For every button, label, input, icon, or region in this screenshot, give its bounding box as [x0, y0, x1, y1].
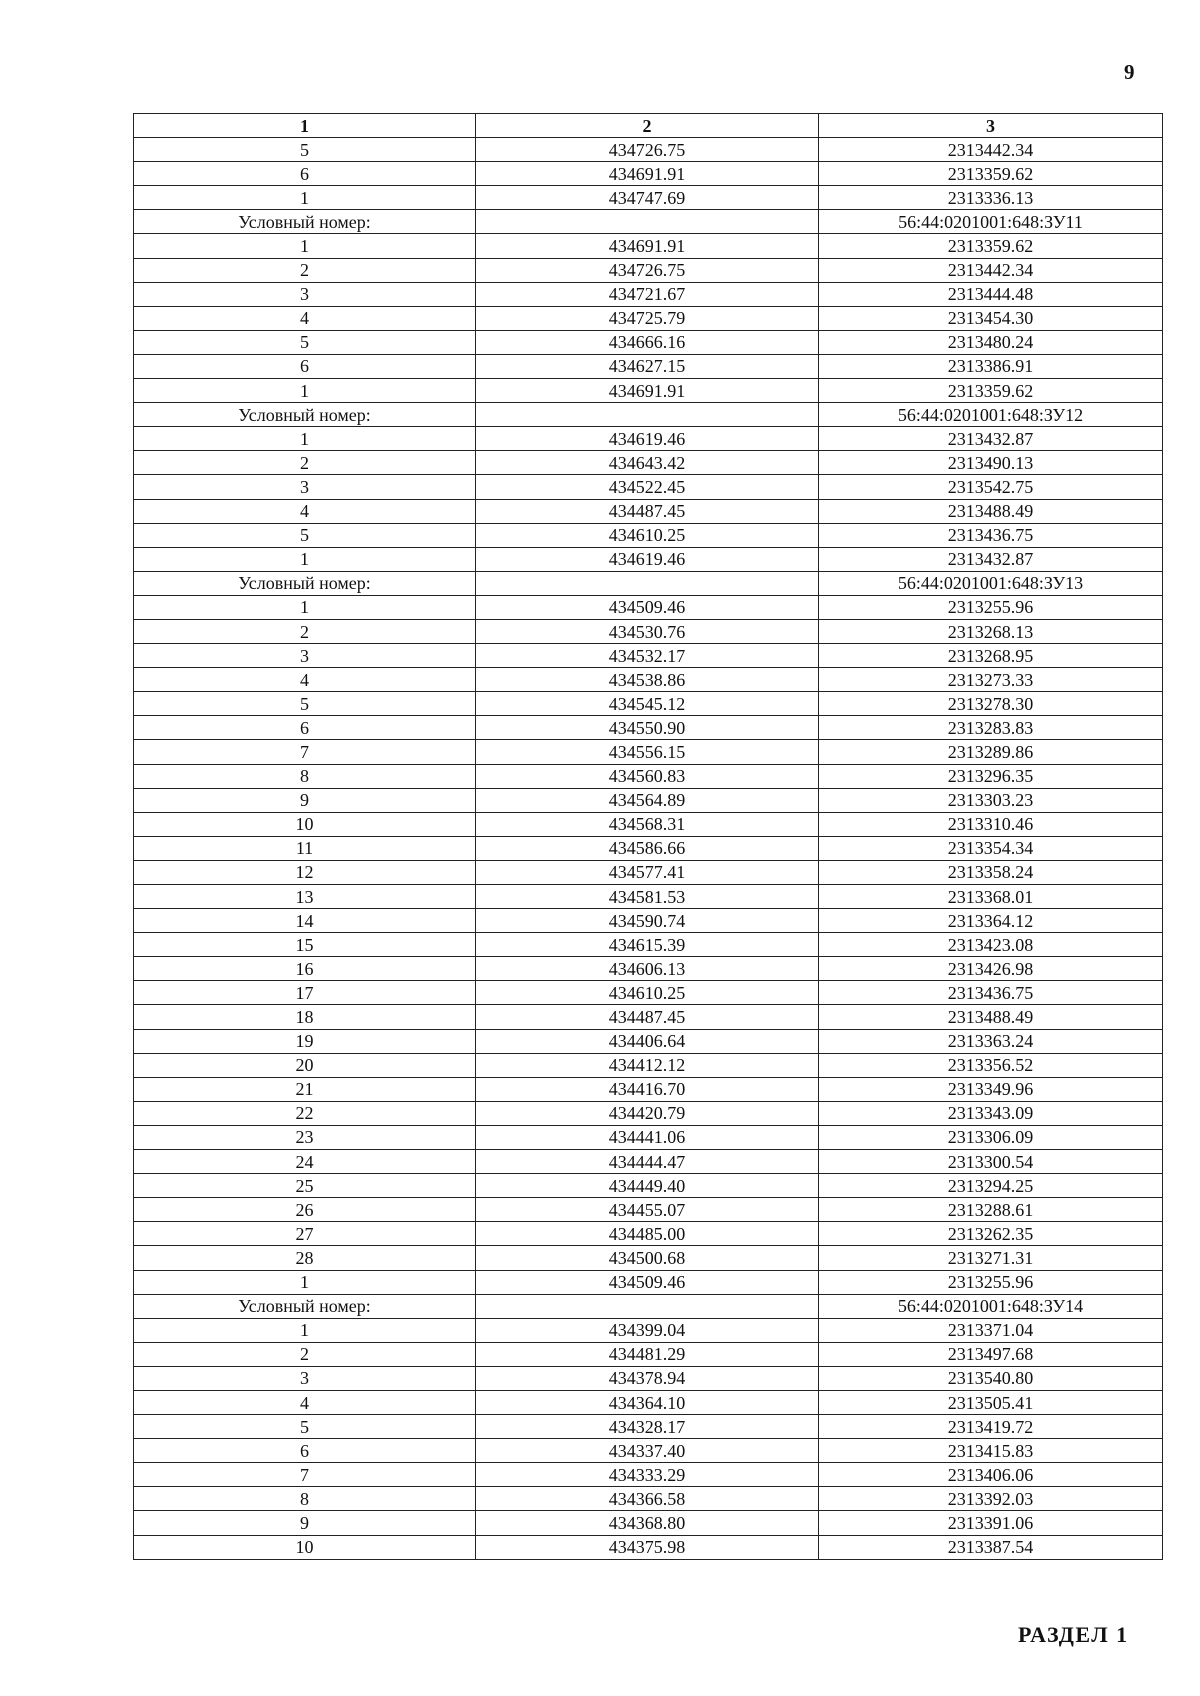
table-cell: 28 [134, 1246, 476, 1270]
table-body [134, 138, 1163, 1560]
table-cell: 434610.25 [476, 981, 819, 1005]
table-cell: 2313488.49 [819, 1005, 1163, 1029]
table-row [134, 186, 1163, 210]
table-cell: 10 [134, 812, 476, 836]
table-cell: 20 [134, 1053, 476, 1077]
table-row [134, 138, 1163, 162]
table-cell: 4 [134, 499, 476, 523]
table-cell: 2313363.24 [819, 1029, 1163, 1053]
table-row [134, 1439, 1163, 1463]
table-cell: 434619.46 [476, 547, 819, 571]
table-row [134, 1511, 1163, 1535]
table-cell: 434721.67 [476, 282, 819, 306]
table-row [134, 1415, 1163, 1439]
table-cell: 2313426.98 [819, 957, 1163, 981]
table-cell: 2313423.08 [819, 933, 1163, 957]
table-cell: 2313289.86 [819, 740, 1163, 764]
table-cell: 434590.74 [476, 909, 819, 933]
table-cell: 56:44:0201001:648:ЗУ12 [819, 403, 1163, 427]
table-cell: 434441.06 [476, 1125, 819, 1149]
table-cell: 15 [134, 933, 476, 957]
table-cell: 2313358.24 [819, 860, 1163, 884]
table-row [134, 595, 1163, 619]
table-cell: 2 [134, 451, 476, 475]
table-cell: 434509.46 [476, 1270, 819, 1294]
table-cell: 6 [134, 162, 476, 186]
table-cell: 434586.66 [476, 836, 819, 860]
table-cell: 13 [134, 885, 476, 909]
table-cell: 4 [134, 668, 476, 692]
table-cell: 1 [134, 1318, 476, 1342]
table-cell: 2313368.01 [819, 885, 1163, 909]
table-cell: 2313268.13 [819, 619, 1163, 643]
table-cell: 2313349.96 [819, 1077, 1163, 1101]
table-row [134, 354, 1163, 378]
table-row [134, 1318, 1163, 1342]
table-cell: 2313386.91 [819, 354, 1163, 378]
table-cell: 8 [134, 1487, 476, 1511]
table-cell: 434406.64 [476, 1029, 819, 1053]
table-cell: 434666.16 [476, 330, 819, 354]
table-cell: 434444.47 [476, 1150, 819, 1174]
table-row [134, 306, 1163, 330]
table-cell [476, 210, 819, 234]
page-number: 9 [1124, 60, 1135, 84]
table-cell: 2313436.75 [819, 523, 1163, 547]
table-cell: 56:44:0201001:648:ЗУ11 [819, 210, 1163, 234]
table-cell: 434581.53 [476, 885, 819, 909]
table-row [134, 1294, 1163, 1318]
table-cell: 2313359.62 [819, 234, 1163, 258]
table-row [134, 812, 1163, 836]
table-cell [476, 571, 819, 595]
table-cell: 1 [134, 595, 476, 619]
table-cell: 19 [134, 1029, 476, 1053]
table-cell: 2313542.75 [819, 475, 1163, 499]
table-cell: 9 [134, 788, 476, 812]
table-row [134, 1487, 1163, 1511]
table-cell: 2313415.83 [819, 1439, 1163, 1463]
table-cell: 2 [134, 619, 476, 643]
table-cell: 10 [134, 1535, 476, 1559]
table-row [134, 1053, 1163, 1077]
table-cell: 7 [134, 740, 476, 764]
table-row [134, 716, 1163, 740]
table-cell: 8 [134, 764, 476, 788]
table-cell: 434560.83 [476, 764, 819, 788]
table-cell: 434643.42 [476, 451, 819, 475]
table-row [134, 1101, 1163, 1125]
table-cell: 2313262.35 [819, 1222, 1163, 1246]
table-cell: 14 [134, 909, 476, 933]
table-cell: 2313294.25 [819, 1174, 1163, 1198]
table-row [134, 1270, 1163, 1294]
table-cell: 434691.91 [476, 379, 819, 403]
table-row [134, 1005, 1163, 1029]
table-row [134, 644, 1163, 668]
table-cell: 434509.46 [476, 595, 819, 619]
table-cell: 5 [134, 523, 476, 547]
table-cell: 2313490.13 [819, 451, 1163, 475]
table-cell: 3 [134, 644, 476, 668]
table-cell: 434568.31 [476, 812, 819, 836]
section-title: РАЗДЕЛ 1 [1018, 1622, 1129, 1647]
table-row [134, 1174, 1163, 1198]
table-cell: 2313306.09 [819, 1125, 1163, 1149]
table-cell: 434522.45 [476, 475, 819, 499]
table-cell: 434615.39 [476, 933, 819, 957]
table-cell: 2313419.72 [819, 1415, 1163, 1439]
table-cell: 9 [134, 1511, 476, 1535]
table-cell: 18 [134, 1005, 476, 1029]
table-cell: 2313442.34 [819, 258, 1163, 282]
table-cell: 2313278.30 [819, 692, 1163, 716]
table-cell: 2313255.96 [819, 1270, 1163, 1294]
table-cell: 434532.17 [476, 644, 819, 668]
table-row [134, 403, 1163, 427]
table-cell: 27 [134, 1222, 476, 1246]
table-cell: 2313283.83 [819, 716, 1163, 740]
table-row [134, 692, 1163, 716]
table-cell: 2 [134, 1342, 476, 1366]
table-cell: 434550.90 [476, 716, 819, 740]
table-cell: 56:44:0201001:648:ЗУ14 [819, 1294, 1163, 1318]
table-row [134, 547, 1163, 571]
table-row [134, 933, 1163, 957]
table-cell: 56:44:0201001:648:ЗУ13 [819, 571, 1163, 595]
table-row [134, 1125, 1163, 1149]
table-cell: 434420.79 [476, 1101, 819, 1125]
table-row [134, 860, 1163, 884]
table-cell: 2313444.48 [819, 282, 1163, 306]
table-row [134, 427, 1163, 451]
table-cell: 16 [134, 957, 476, 981]
table-row [134, 1150, 1163, 1174]
table-cell: 434364.10 [476, 1390, 819, 1414]
table-cell: 5 [134, 692, 476, 716]
table-cell: 2313359.62 [819, 379, 1163, 403]
table-cell: 3 [134, 1366, 476, 1390]
table-cell: 6 [134, 354, 476, 378]
table-cell [476, 1294, 819, 1318]
table-cell: 2313436.75 [819, 981, 1163, 1005]
table-row [134, 258, 1163, 282]
table-cell: 2313540.80 [819, 1366, 1163, 1390]
table-cell: 4 [134, 1390, 476, 1414]
table-row [134, 330, 1163, 354]
table-cell: 1 [134, 186, 476, 210]
table-cell: 434691.91 [476, 234, 819, 258]
table-cell: 434545.12 [476, 692, 819, 716]
table-cell: 434691.91 [476, 162, 819, 186]
table-cell: 2313387.54 [819, 1535, 1163, 1559]
table-cell: 434485.00 [476, 1222, 819, 1246]
table-cell: 23 [134, 1125, 476, 1149]
table-cell: 434538.86 [476, 668, 819, 692]
header-cell-1: 1 [134, 114, 476, 138]
table-row [134, 619, 1163, 643]
table-row [134, 1366, 1163, 1390]
table-cell: 434564.89 [476, 788, 819, 812]
table-row [134, 475, 1163, 499]
table-cell: 434328.17 [476, 1415, 819, 1439]
table-cell: 2313454.30 [819, 306, 1163, 330]
table-cell: 2313273.33 [819, 668, 1163, 692]
table-row [134, 1077, 1163, 1101]
table-cell: 434337.40 [476, 1439, 819, 1463]
table-cell: 21 [134, 1077, 476, 1101]
table-cell: 1 [134, 1270, 476, 1294]
table-cell: 2313288.61 [819, 1198, 1163, 1222]
table-cell: 26 [134, 1198, 476, 1222]
table-row [134, 1390, 1163, 1414]
table-row [134, 234, 1163, 258]
table-row [134, 1198, 1163, 1222]
table-row [134, 981, 1163, 1005]
table-row [134, 788, 1163, 812]
table-row [134, 668, 1163, 692]
table-cell: 434726.75 [476, 258, 819, 282]
table-row [134, 740, 1163, 764]
table-cell: 2313336.13 [819, 186, 1163, 210]
table-cell [476, 403, 819, 427]
table-cell: 434481.29 [476, 1342, 819, 1366]
table-cell: 434455.07 [476, 1198, 819, 1222]
table-cell: 3 [134, 282, 476, 306]
table-cell: 2313371.04 [819, 1318, 1163, 1342]
table-cell: 4 [134, 306, 476, 330]
table-row [134, 1535, 1163, 1559]
coordinates-table [133, 113, 1163, 1560]
table-cell: 434610.25 [476, 523, 819, 547]
table-row [134, 1463, 1163, 1487]
table-cell: 2313300.54 [819, 1150, 1163, 1174]
table-cell: 1 [134, 427, 476, 451]
table-row [134, 282, 1163, 306]
table-cell: 1 [134, 234, 476, 258]
table-row [134, 523, 1163, 547]
table-cell: 2313480.24 [819, 330, 1163, 354]
table-cell: 17 [134, 981, 476, 1005]
table-cell: 2313432.87 [819, 427, 1163, 451]
table-cell: 2 [134, 258, 476, 282]
table-cell: 434725.79 [476, 306, 819, 330]
table-cell: 2313303.23 [819, 788, 1163, 812]
table-row [134, 909, 1163, 933]
table-cell: 2313296.35 [819, 764, 1163, 788]
table-cell: 2313406.06 [819, 1463, 1163, 1487]
table-cell: 434399.04 [476, 1318, 819, 1342]
table-cell: 5 [134, 138, 476, 162]
table-cell: 2313359.62 [819, 162, 1163, 186]
table-cell: 24 [134, 1150, 476, 1174]
table-row [134, 1342, 1163, 1366]
table-cell: 434449.40 [476, 1174, 819, 1198]
table-cell: 434530.76 [476, 619, 819, 643]
table-cell: 6 [134, 716, 476, 740]
table-header-row [134, 114, 1163, 138]
table-row [134, 1029, 1163, 1053]
table-cell: 2313392.03 [819, 1487, 1163, 1511]
table-row [134, 836, 1163, 860]
header-cell-3: 3 [819, 114, 1163, 138]
table-cell: 434726.75 [476, 138, 819, 162]
table-cell: 434412.12 [476, 1053, 819, 1077]
table-cell: 2313356.52 [819, 1053, 1163, 1077]
table-cell: 434368.80 [476, 1511, 819, 1535]
table-cell: 1 [134, 379, 476, 403]
table-cell: 434333.29 [476, 1463, 819, 1487]
table-cell: Условный номер: [134, 571, 476, 595]
table-cell: 7 [134, 1463, 476, 1487]
table-cell: 2313364.12 [819, 909, 1163, 933]
table-cell: 434606.13 [476, 957, 819, 981]
table-cell: 2313271.31 [819, 1246, 1163, 1270]
table-cell: 2313268.95 [819, 644, 1163, 668]
table-cell: 1 [134, 547, 476, 571]
table-cell: 6 [134, 1439, 476, 1463]
table-row [134, 764, 1163, 788]
table-cell: 2313432.87 [819, 547, 1163, 571]
table-row [134, 1246, 1163, 1270]
table-cell: 2313488.49 [819, 499, 1163, 523]
table-cell: 434500.68 [476, 1246, 819, 1270]
table-cell: 434487.45 [476, 1005, 819, 1029]
table-cell: 11 [134, 836, 476, 860]
table-cell: 2313310.46 [819, 812, 1163, 836]
table-cell: 12 [134, 860, 476, 884]
table-row [134, 162, 1163, 186]
table-cell: 5 [134, 1415, 476, 1439]
table-cell: 2313442.34 [819, 138, 1163, 162]
table-cell: Условный номер: [134, 403, 476, 427]
table-cell: 2313505.41 [819, 1390, 1163, 1414]
table-cell: 5 [134, 330, 476, 354]
table-cell: 2313255.96 [819, 595, 1163, 619]
table-cell: 2313391.06 [819, 1511, 1163, 1535]
table-cell: 434416.70 [476, 1077, 819, 1101]
table-cell: Условный номер: [134, 1294, 476, 1318]
table-row [134, 379, 1163, 403]
table-cell: 434747.69 [476, 186, 819, 210]
table-cell: 434556.15 [476, 740, 819, 764]
table-cell: 434487.45 [476, 499, 819, 523]
table-cell: 434375.98 [476, 1535, 819, 1559]
table-cell: 2313343.09 [819, 1101, 1163, 1125]
table-cell: 25 [134, 1174, 476, 1198]
header-cell-2: 2 [476, 114, 819, 138]
table-row [134, 210, 1163, 234]
table-row [134, 499, 1163, 523]
table-cell: 434366.58 [476, 1487, 819, 1511]
table-row [134, 957, 1163, 981]
table-cell: 434627.15 [476, 354, 819, 378]
table-cell: Условный номер: [134, 210, 476, 234]
table-cell: 434577.41 [476, 860, 819, 884]
table-cell: 2313354.34 [819, 836, 1163, 860]
table-cell: 434378.94 [476, 1366, 819, 1390]
table-cell: 22 [134, 1101, 476, 1125]
table-cell: 3 [134, 475, 476, 499]
table-row [134, 885, 1163, 909]
table-cell: 434619.46 [476, 427, 819, 451]
table-row [134, 1222, 1163, 1246]
table-row [134, 571, 1163, 595]
table-row [134, 451, 1163, 475]
table-cell: 2313497.68 [819, 1342, 1163, 1366]
